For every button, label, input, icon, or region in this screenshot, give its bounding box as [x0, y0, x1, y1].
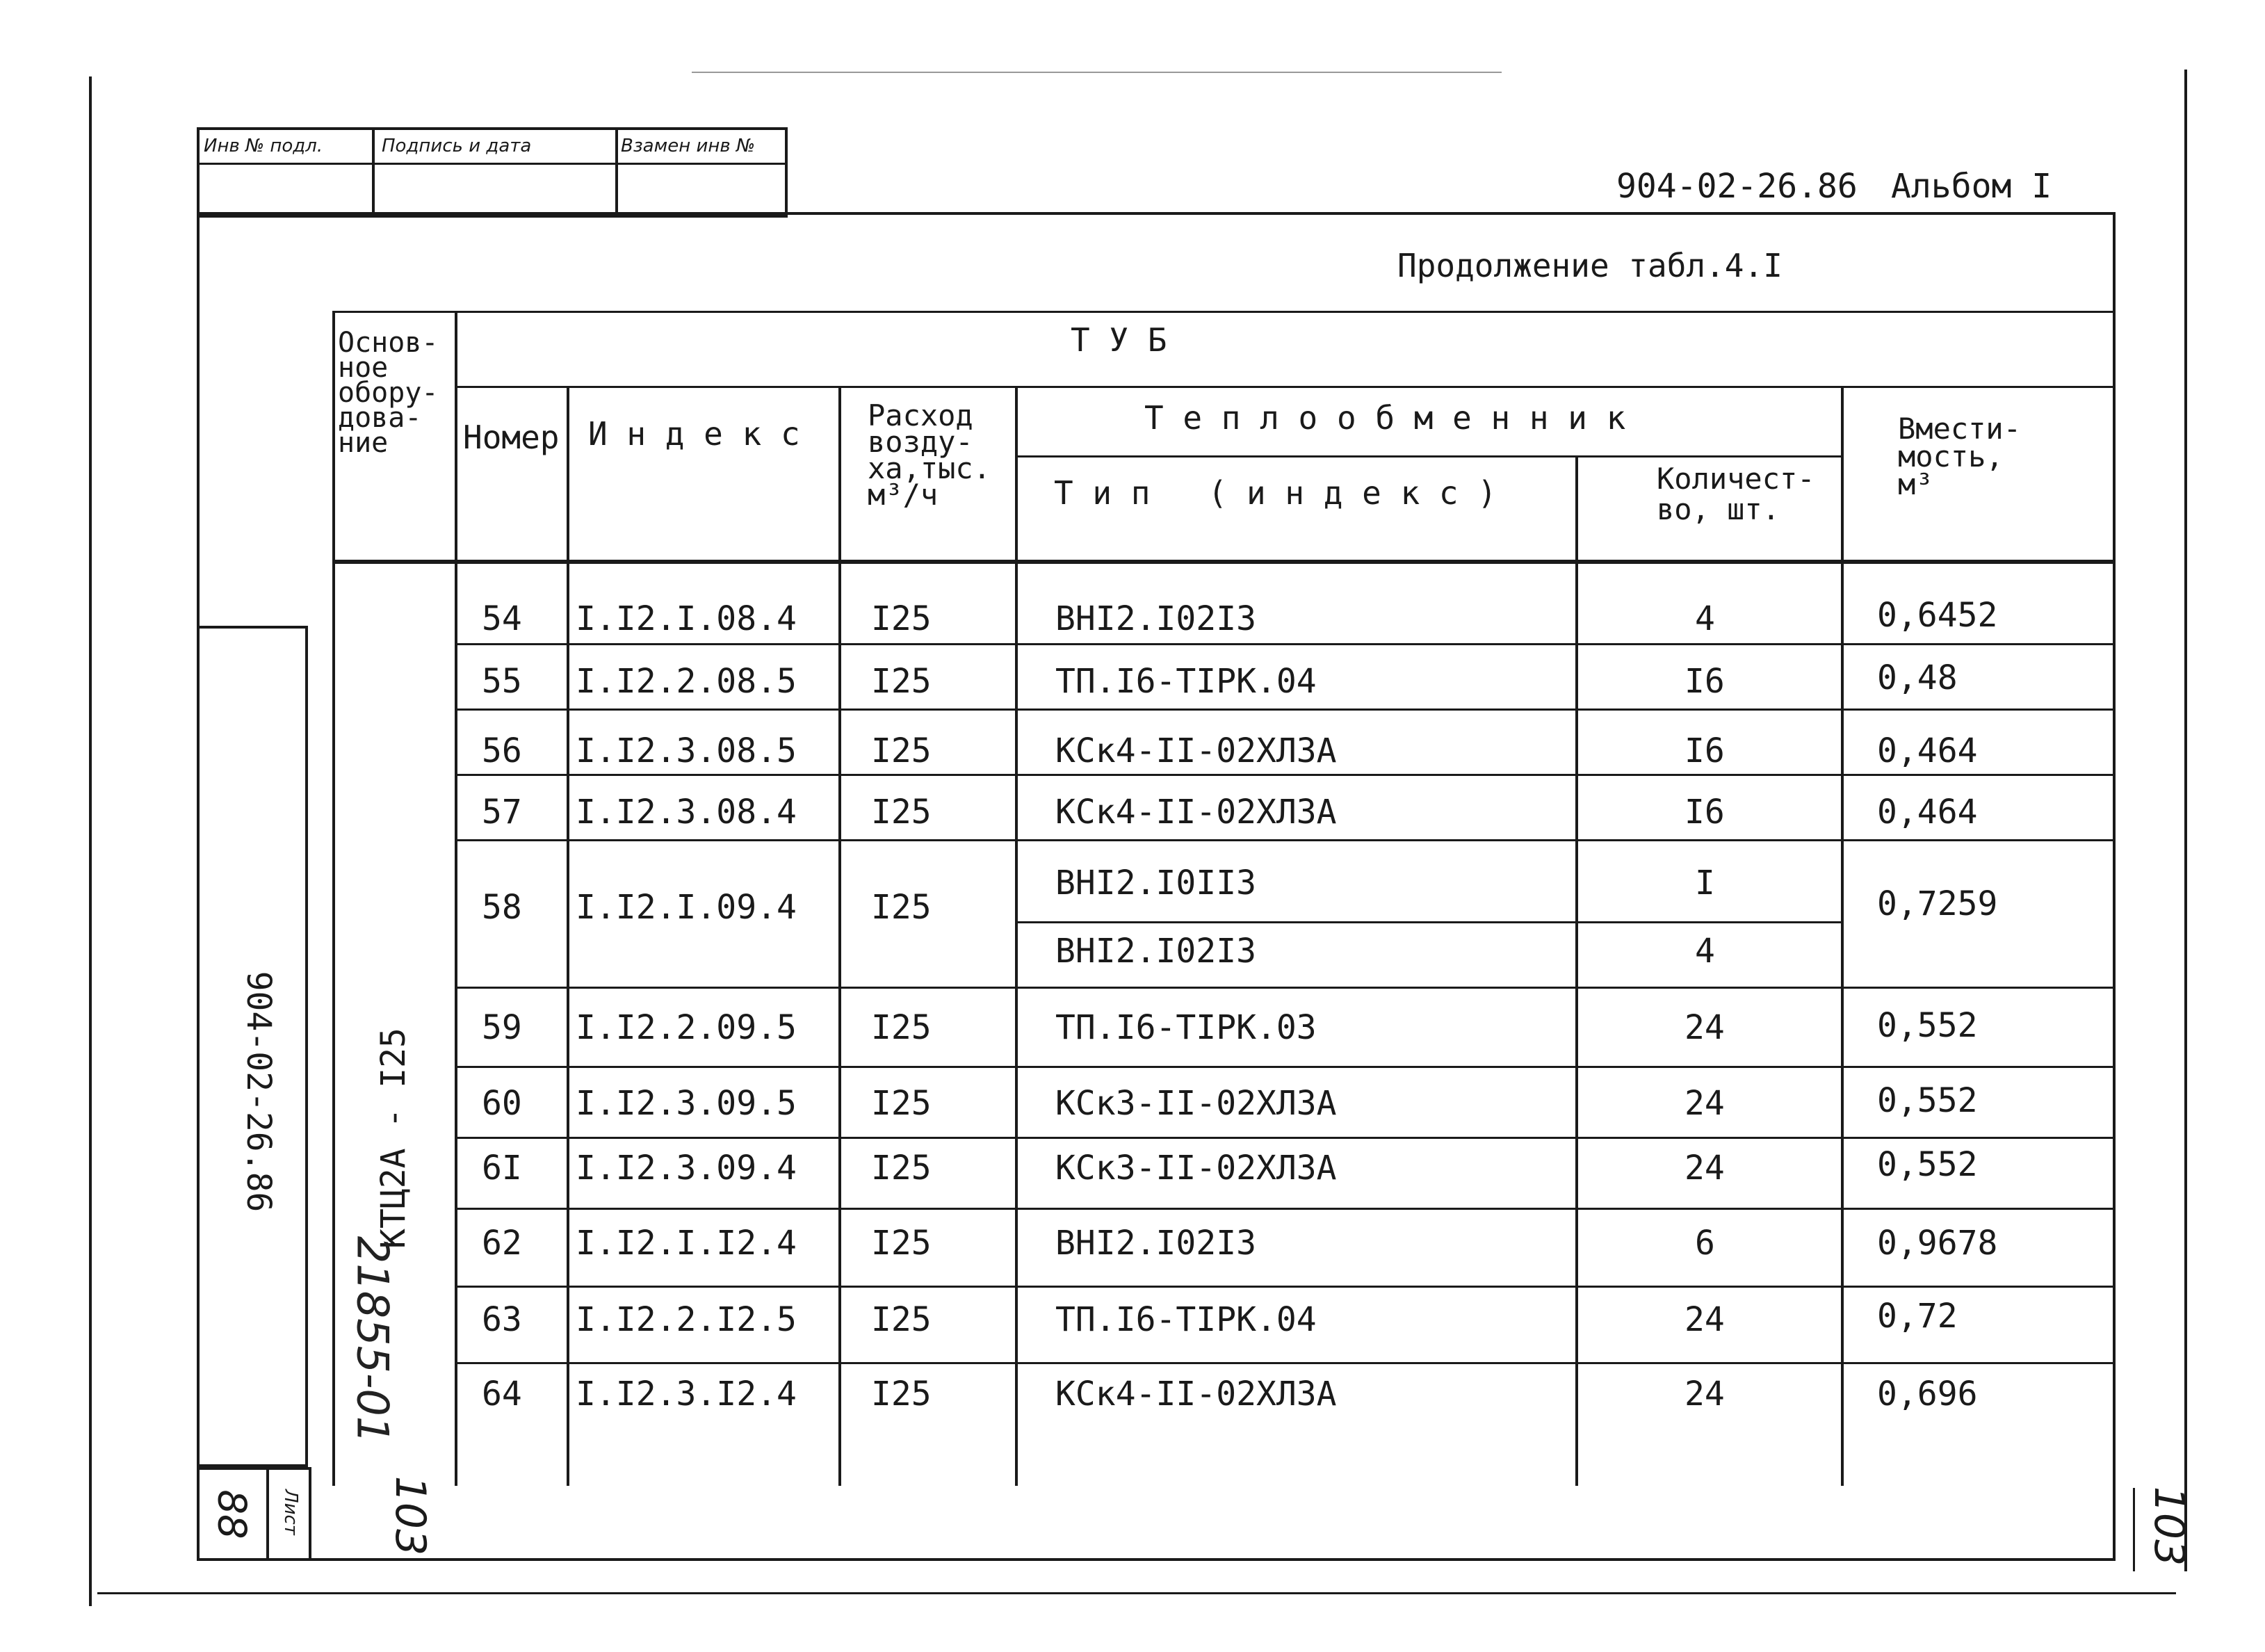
- left-margin-line: [89, 76, 92, 1606]
- row-61-vol: 0,552: [1877, 1145, 1978, 1184]
- sheet-number: 88: [209, 1489, 254, 1539]
- tbl-col-air-border: [1015, 387, 1018, 1486]
- tbl-exchanger-border: [1015, 455, 1841, 457]
- row-63-air: I25: [871, 1300, 932, 1339]
- row-55-index: I.I2.2.08.5: [576, 662, 797, 701]
- row-61-number: 6I: [482, 1149, 522, 1188]
- row-55-type: ТП.I6-TIPK.04: [1055, 662, 1317, 701]
- row-58-number: 58: [482, 888, 522, 927]
- row-58-qty: I: [1695, 864, 1715, 902]
- row-sep: [455, 1208, 2116, 1210]
- right-margin-line: [2184, 70, 2187, 1571]
- row-56-number: 56: [482, 731, 522, 770]
- row-sep: [455, 839, 2116, 841]
- row-64-air: I25: [871, 1375, 932, 1414]
- header-tub: Т У Б: [1071, 321, 1167, 359]
- row-sep: [455, 643, 2116, 645]
- equipment-table: [332, 311, 2116, 1486]
- row-57-air: I25: [871, 793, 932, 832]
- header-index: И н д е к с: [588, 415, 800, 453]
- row-sep: [455, 987, 2116, 989]
- stamp-label-replace: Взамен инв №: [621, 136, 755, 156]
- row-59-qty: 24: [1684, 1008, 1725, 1047]
- row-54-air: I25: [871, 599, 932, 638]
- row-63-number: 63: [482, 1300, 522, 1339]
- row-60-air: I25: [871, 1084, 932, 1123]
- row-62-vol: 0,9678: [1877, 1224, 1998, 1263]
- row-60-index: I.I2.3.09.5: [576, 1084, 797, 1123]
- row-58-qty-2: 4: [1695, 932, 1715, 971]
- row-57-number: 57: [482, 793, 522, 832]
- tbl-group-border: [455, 386, 2116, 388]
- row-56-type: КСк4-II-02ХЛ3А: [1055, 731, 1337, 770]
- row-54-vol: 0,6452: [1877, 596, 1998, 635]
- header-exchanger: Т е п л о о б м е н н и к: [1144, 399, 1626, 437]
- row-sep: [455, 774, 2116, 776]
- stamp-label-sign: Подпись и дата: [382, 136, 532, 156]
- header-type: Т и п ( и н д е к с ): [1054, 474, 1497, 512]
- row-64-qty: 24: [1684, 1375, 1725, 1414]
- row-60-vol: 0,552: [1877, 1081, 1978, 1120]
- row-54-type: ВНI2.I02I3: [1055, 599, 1256, 638]
- handwritten-page-left: 103: [386, 1475, 435, 1556]
- header-qty: Количест- во, шт.: [1657, 462, 1815, 526]
- row-59-index: I.I2.2.09.5: [576, 1008, 797, 1047]
- row-56-index: I.I2.3.08.5: [576, 731, 797, 770]
- row-56-vol: 0,464: [1877, 731, 1978, 770]
- row-57-type: КСк4-II-02ХЛ3А: [1055, 793, 1337, 832]
- row-63-vol: 0,72: [1877, 1297, 1958, 1336]
- row-sep: [455, 1137, 2116, 1139]
- row-63-index: I.I2.2.I2.5: [576, 1300, 797, 1339]
- row-sep: [455, 1286, 2116, 1288]
- row-59-type: ТП.I6-TIPK.03: [1055, 1008, 1317, 1047]
- row-58-type-2: ВНI2.I02I3: [1055, 932, 1256, 971]
- row-62-air: I25: [871, 1224, 932, 1263]
- row-62-qty: 6: [1695, 1224, 1715, 1263]
- row-61-index: I.I2.3.09.4: [576, 1149, 797, 1188]
- header-volume: Вмести- мость, м³: [1898, 412, 2022, 501]
- row-57-vol: 0,464: [1877, 793, 1978, 832]
- row-56-air: I25: [871, 731, 932, 770]
- row-64-vol: 0,696: [1877, 1375, 1978, 1414]
- tbl-col-idx-border: [838, 387, 841, 1486]
- tbl-col-num-border: [567, 387, 569, 1486]
- row-62-index: I.I2.I.I2.4: [576, 1224, 797, 1263]
- handwritten-page-right: 103: [2145, 1486, 2193, 1566]
- side-vertical-code: 904-02-26.86: [239, 971, 278, 1213]
- row-58-index: I.I2.I.09.4: [576, 888, 797, 927]
- row-54-number: 54: [482, 599, 522, 638]
- tbl-col-type-border: [1575, 457, 1578, 1486]
- equipment-handwritten: 21855-01: [347, 1236, 398, 1444]
- row-sep-sub: [1015, 921, 1841, 923]
- row-58-air: I25: [871, 888, 932, 927]
- row-59-vol: 0,552: [1877, 1006, 1978, 1045]
- row-59-air: I25: [871, 1008, 932, 1047]
- header-number: Номер: [463, 419, 560, 456]
- row-56-qty: I6: [1684, 731, 1725, 770]
- row-55-vol: 0,48: [1877, 658, 1958, 697]
- album-label: Альбом I: [1891, 167, 2052, 206]
- row-63-type: ТП.I6-TIPK.04: [1055, 1300, 1317, 1339]
- row-57-qty: I6: [1684, 793, 1725, 832]
- row-63-qty: 24: [1684, 1300, 1725, 1339]
- tbl-left-border: [332, 311, 335, 1486]
- row-64-type: КСк4-II-02ХЛ3А: [1055, 1375, 1337, 1414]
- bottom-margin-line: [97, 1592, 2176, 1594]
- tbl-col-eq-border: [455, 311, 457, 1486]
- row-61-air: I25: [871, 1149, 932, 1188]
- row-62-number: 62: [482, 1224, 522, 1263]
- row-64-number: 64: [482, 1375, 522, 1414]
- stamp-label-inv: Инв № подл.: [204, 136, 323, 156]
- row-61-type: КСк3-II-02ХЛ3А: [1055, 1149, 1337, 1188]
- row-60-qty: 24: [1684, 1084, 1725, 1123]
- top-scan-line: [692, 72, 1502, 73]
- row-54-index: I.I2.I.08.4: [576, 599, 797, 638]
- tbl-col-qty-border: [1841, 387, 1844, 1486]
- row-59-number: 59: [482, 1008, 522, 1047]
- row-sep: [455, 708, 2116, 711]
- row-61-qty: 24: [1684, 1149, 1725, 1188]
- approval-stamp: [197, 127, 788, 218]
- tbl-top-border: [332, 311, 2116, 313]
- row-62-type: ВНI2.I02I3: [1055, 1224, 1256, 1263]
- row-60-number: 60: [482, 1084, 522, 1123]
- row-54-qty: 4: [1695, 599, 1715, 638]
- row-sep: [455, 1066, 2116, 1068]
- row-55-qty: I6: [1684, 662, 1725, 701]
- row-58-type: ВНI2.I0II3: [1055, 864, 1256, 902]
- row-64-index: I.I2.3.I2.4: [576, 1375, 797, 1414]
- sheet-box-divider: [266, 1467, 269, 1561]
- header-airflow: Расход возду- ха,тыс. м³/ч: [868, 398, 991, 512]
- row-60-type: КСк3-II-02ХЛ3А: [1055, 1084, 1337, 1123]
- equipment-label: КТЦ2А - I25: [374, 1028, 413, 1249]
- document-code: 904-02-26.86: [1616, 167, 1858, 206]
- row-58-vol: 0,7259: [1877, 884, 1998, 923]
- row-sep: [455, 1362, 2116, 1364]
- row-55-air: I25: [871, 662, 932, 701]
- row-55-number: 55: [482, 662, 522, 701]
- table-continuation-title: Продолжение табл.4.I: [1397, 247, 1783, 284]
- row-57-index: I.I2.3.08.4: [576, 793, 797, 832]
- sheet-label: Лист: [280, 1489, 301, 1535]
- header-equipment: Основ- ное обору- дова- ние: [338, 327, 439, 459]
- tbl-header-bottom-border: [332, 560, 2116, 564]
